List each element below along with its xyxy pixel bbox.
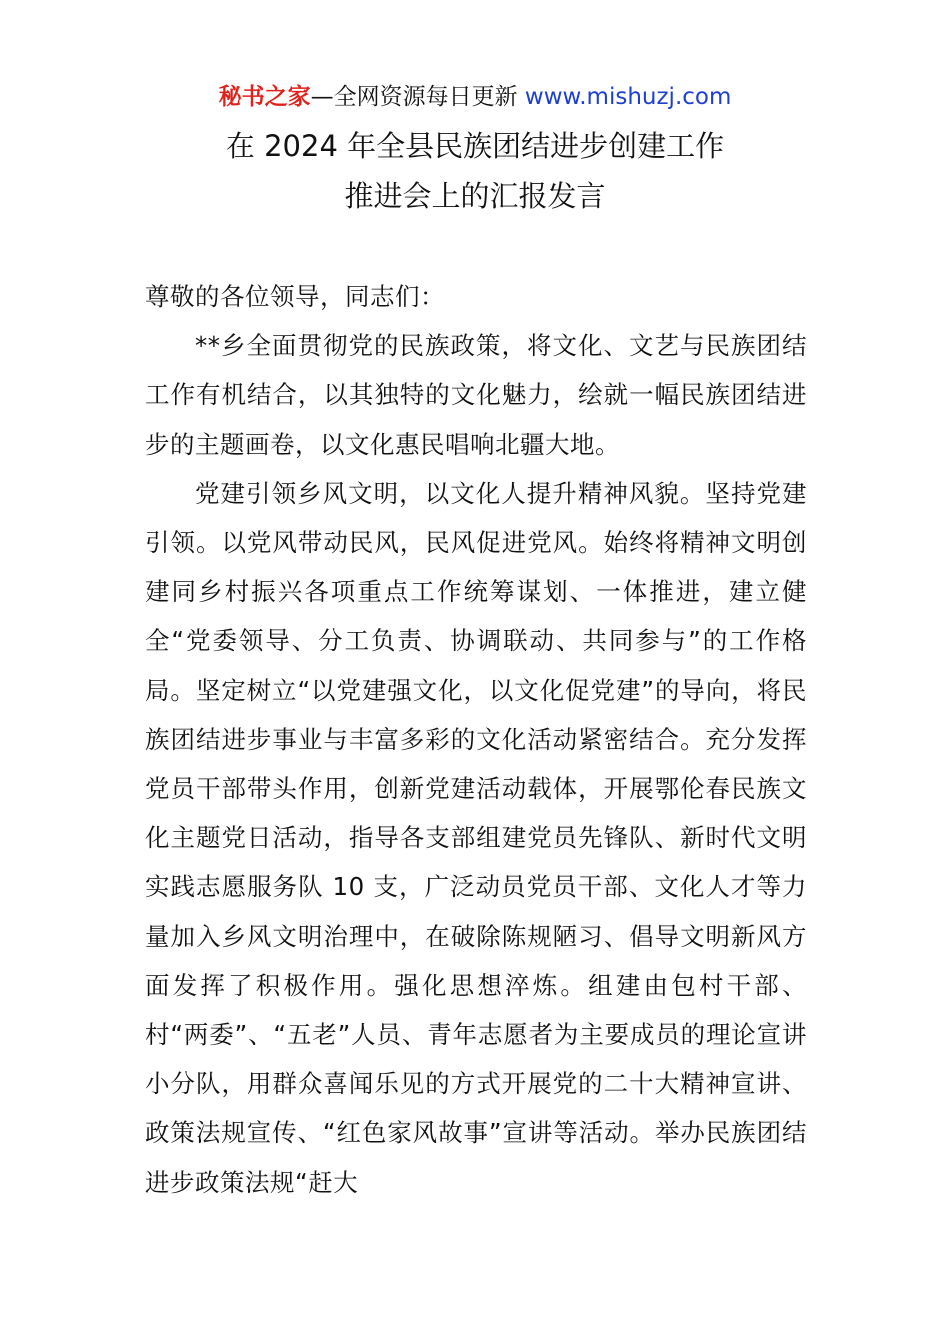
document-title-line-1: 在 2024 年全县民族团结进步创建工作 (225, 129, 725, 163)
paragraph: 党建引领乡风文明，以文化人提升精神风貌。坚持党建引领。以党风带动民风，民风促进党风。始终将精神文明创建同乡村振兴各项重点工作统筹谋划、一体推进，建立健全“党委领导、分工负责、协调联动、共同参与”的工作格局。坚定树立“以党建强文化，以文化促党建”的导向，将民族团结进步事业与丰富多彩的文化活动紧密结合。充分发挥党员干部带头作用，创新党建活动载体，开展鄂伦春民族文化主题党日活动，指导各支部组建党员先锋队、新时代文明实践志愿服务队 10 支，广泛动员党员干部、文化人才等力量加入乡风文明治理中，在破除陈规陋习、倡导文明新风方面发挥了积极作用。强化思想淬炼。组建由包村干部、村“两委”、“五老”人员、青年志愿者为主要成员的理论宣讲小分队，用群众喜闻乐见的方式开展党的二十大精神宣讲、政策法规宣传、“红色家风故事”宣讲等活动。举办民族团结进步政策法规“赶大 (145, 478, 807, 1197)
document-body (145, 272, 807, 1207)
salutation: 尊敬的各位领导，同志们： (145, 282, 445, 311)
brand-name: 秘书之家 (218, 84, 311, 110)
document-title-line-2: 推进会上的汇报发言 (344, 179, 606, 213)
site-url-link[interactable]: www.mishuzj.com (524, 84, 732, 110)
header-tagline: —全网资源每日更新 (310, 84, 518, 110)
paragraph: **乡全面贯彻党的民族政策，将文化、文艺与民族团结工作有机结合，以其独特的文化魅力，绘就一幅民族团结进步的主题画卷，以文化惠民唱响北疆大地。 (145, 331, 807, 459)
site-header (0, 80, 950, 114)
